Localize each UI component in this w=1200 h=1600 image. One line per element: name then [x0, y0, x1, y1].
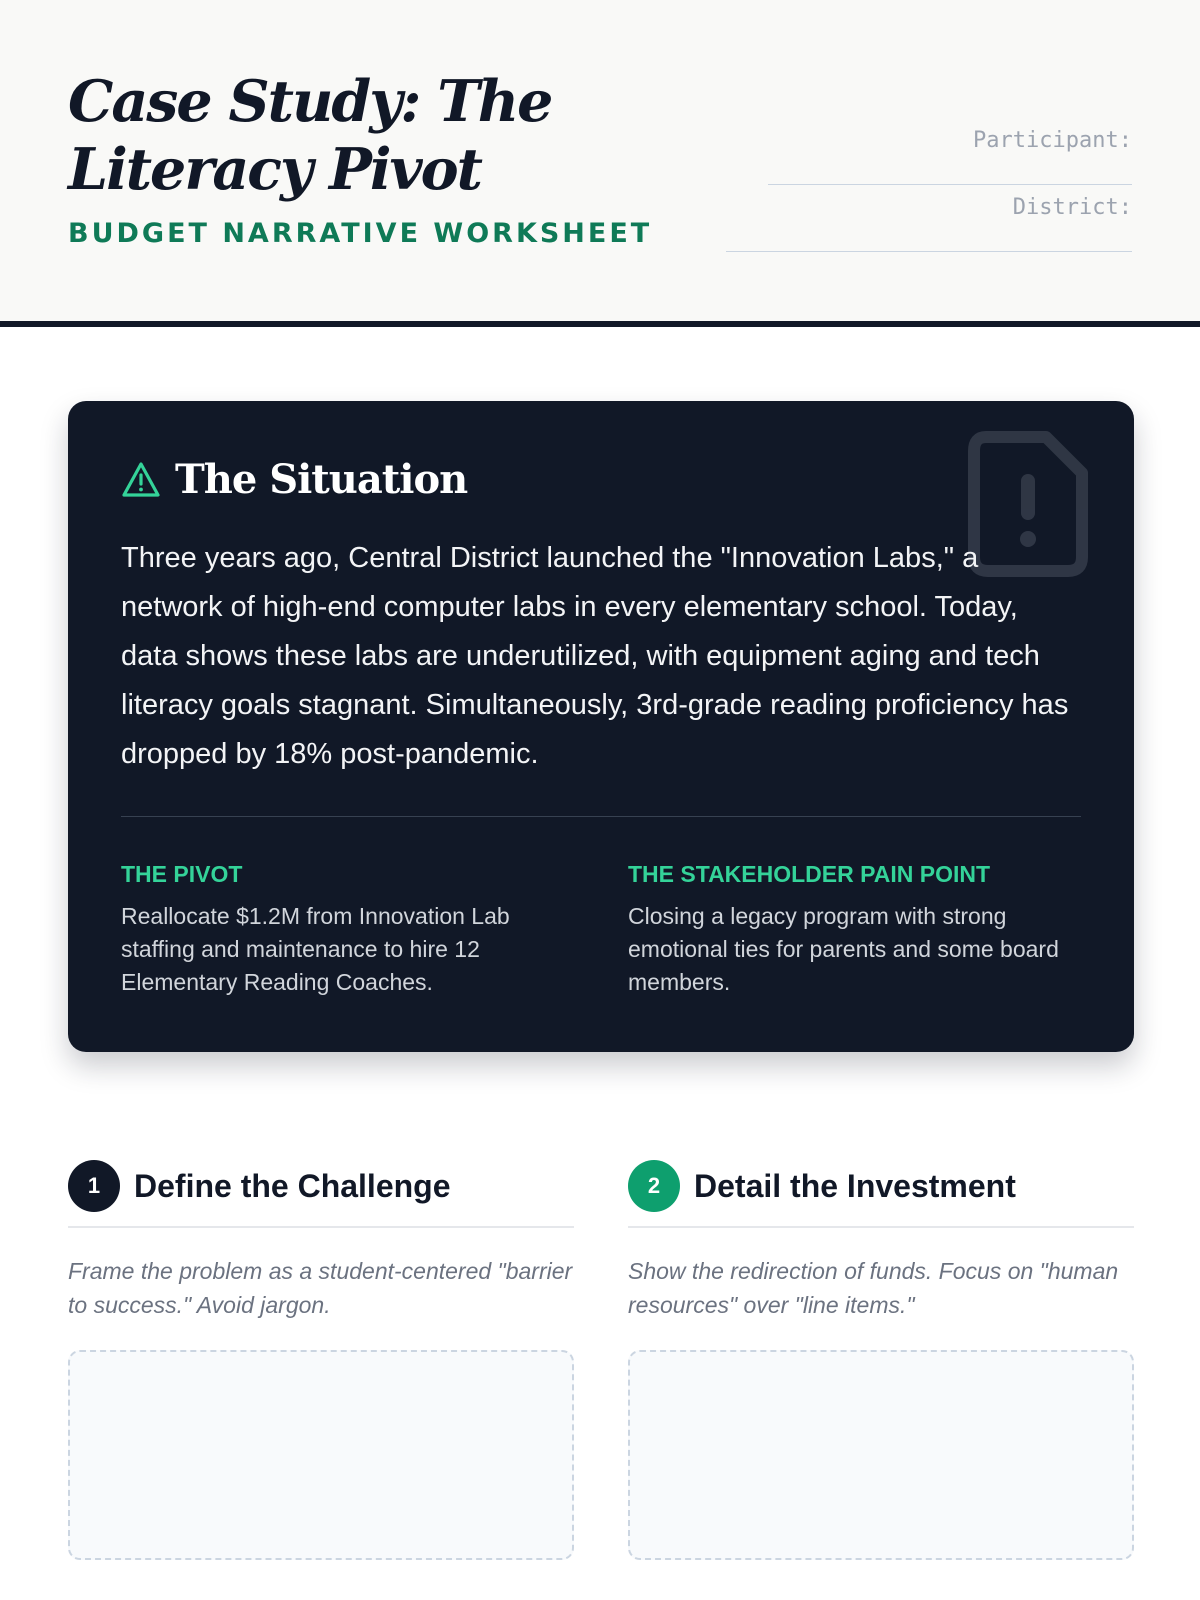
section-heading [68, 1160, 574, 1212]
situation-heading [121, 456, 467, 503]
situation-body: Three years ago, Central District launched the "Innovation Labs," a network of high-end computer labs in every elementary school. Today, data shows these labs are underutilized, with equipment aging and tech literacy goals stagnant. Simultaneously, 3rd-grade reading proficiency has dropped by 18% post-pandemic. [121, 542, 1069, 770]
pivot-text: Reallocate $1.2M from Innovation Lab staffing and maintenance to hire 12 Elementary Reading Coaches. [121, 903, 510, 995]
section-hint: Frame the problem as a student-centered "barrier to success." Avoid jargon. [68, 1258, 573, 1318]
section-detail-investment [628, 1160, 1134, 1560]
district-field[interactable] [726, 251, 1132, 252]
challenge-answer-box[interactable] [68, 1350, 574, 1560]
section-hint: Show the redirection of funds. Focus on "human resources" over "line items." [628, 1258, 1119, 1318]
investment-answer-box[interactable] [628, 1350, 1134, 1560]
section-heading [628, 1160, 1134, 1212]
pain-point-block [628, 861, 1068, 999]
participant-label: Participant: [973, 128, 1132, 153]
section-define-challenge [68, 1160, 574, 1560]
section-title: Define the Challenge [134, 1167, 451, 1204]
pain-point-label: THE STAKEHOLDER PAIN POINT [628, 861, 991, 887]
page-subtitle: BUDGET NARRATIVE WORKSHEET [68, 218, 653, 249]
district-label: District: [1012, 195, 1132, 220]
step-number-badge: 1 [68, 1160, 120, 1212]
situation-card [68, 401, 1134, 1052]
participant-field[interactable] [768, 184, 1132, 185]
pivot-block [121, 861, 561, 999]
section-rule [628, 1226, 1134, 1228]
situation-title: The Situation [175, 456, 468, 503]
section-title: Detail the Investment [694, 1167, 1016, 1204]
worksheet-header [0, 0, 1200, 327]
warning-triangle-icon [121, 460, 161, 500]
pivot-label: THE PIVOT [121, 861, 243, 887]
step-number-badge: 2 [628, 1160, 680, 1212]
page-title: Case Study: The Literacy Pivot [68, 68, 552, 203]
situation-divider [121, 816, 1081, 817]
section-rule [68, 1226, 574, 1228]
pain-point-text: Closing a legacy program with strong emotional ties for parents and some board members. [628, 903, 1059, 995]
